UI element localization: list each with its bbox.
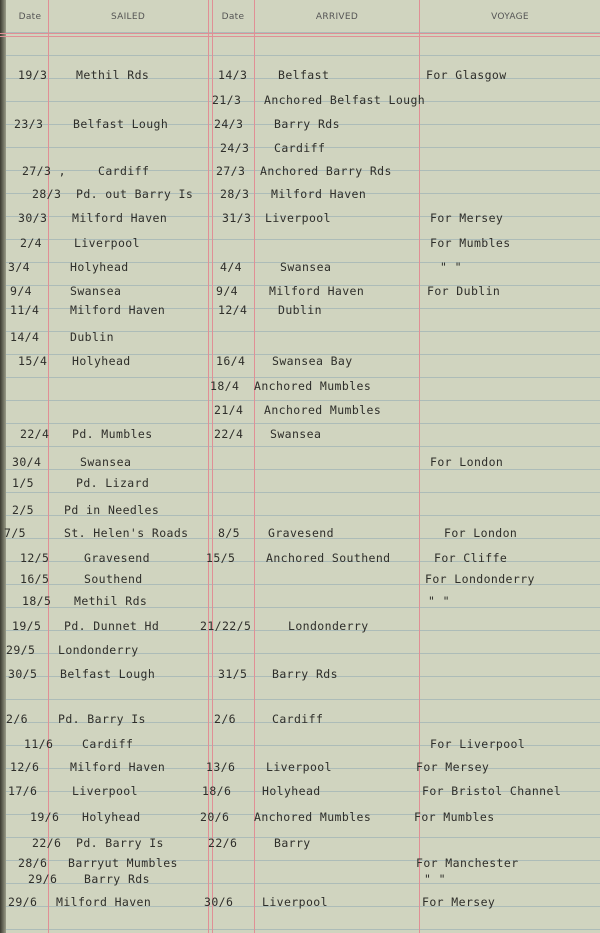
sailed-date: 2/4 [20,236,42,250]
arrived-port: Barry [274,836,311,850]
arrived-date: 2/6 [214,712,236,726]
arrived-date: 22/4 [214,427,244,441]
arrived-port: Milford Haven [269,284,365,298]
sailed-date: 19/3 [18,68,48,82]
header-date-arrived: Date [221,12,245,22]
sailed-port: Liverpool [72,784,138,798]
voyage-destination: " " [428,594,450,608]
arrived-date: 4/4 [220,260,242,274]
arrived-port: Londonderry [288,619,369,633]
sailed-port: Dublin [70,330,114,344]
arrived-port: Anchored Mumbles [264,403,382,417]
header-rule [0,33,600,34]
voyage-destination: " " [424,872,446,886]
sailed-port: Belfast Lough [60,667,156,681]
voyage-destination: For Cliffe [434,551,508,565]
sailed-date: 1/5 [12,476,34,490]
sailed-port: Cardiff [98,164,150,178]
arrived-port: Cardiff [272,712,324,726]
arrived-date: 18/6 [202,784,232,798]
sailed-port: Pd. Mumbles [72,427,153,441]
header-date-sailed: Date [18,12,42,22]
arrived-port: Liverpool [265,211,331,225]
sailed-port: Holyhead [70,260,129,274]
arrived-date: 31/3 [222,211,252,225]
arrived-date: 30/6 [204,895,234,909]
sailed-date: 28/3 [32,187,62,201]
arrived-date: 21/4 [214,403,244,417]
voyage-destination: For Glasgow [426,68,507,82]
voyage-destination: For Mumbles [430,236,511,250]
arrived-port: Anchored Belfast Lough [264,93,426,107]
voyage-destination: For Manchester [416,856,519,870]
sailed-port: Barry Rds [84,872,150,886]
voyage-destination: For Mersey [422,895,496,909]
sailed-port: Gravesend [84,551,150,565]
sailed-date: 30/5 [8,667,38,681]
arrived-port: Swansea [270,427,322,441]
arrived-port: Dublin [278,303,322,317]
sailed-port: Swansea [80,455,132,469]
sailed-date: 29/6 [8,895,38,909]
sailed-port: Southend [84,572,143,586]
arrived-date: 24/3 [220,141,250,155]
voyage-destination: For Mersey [416,760,490,774]
arrived-port: Anchored Southend [266,551,391,565]
voyage-destination: " " [440,260,462,274]
sailed-date: 3/4 [8,260,30,274]
sailed-port: Pd in Needles [64,503,160,517]
header-rule [0,36,600,37]
sailed-port: Barryut Mumbles [68,856,178,870]
header-sailed: SAILED [110,12,146,22]
sailed-port: Pd. Barry Is [76,836,164,850]
arrived-port: Anchored Mumbles [254,379,372,393]
voyage-destination: For Londonderry [425,572,535,586]
voyage-destination: For Liverpool [430,737,526,751]
sailed-port: Holyhead [72,354,131,368]
sailed-date: 28/6 [18,856,48,870]
sailed-date: 2/5 [12,503,34,517]
sailed-date: 19/6 [30,810,60,824]
arrived-port: Gravesend [268,526,334,540]
sailed-port: Pd. out Barry Is [76,187,194,201]
arrived-port: Liverpool [262,895,328,909]
arrived-port: Anchored Barry Rds [260,164,392,178]
sailed-date: 23/3 [14,117,44,131]
sailed-port: Pd. Dunnet Hd [64,619,160,633]
voyage-destination: For Dublin [427,284,501,298]
sailed-port: Londonderry [58,643,139,657]
sailed-port: Swansea [70,284,122,298]
header-arrived: ARRIVED [315,12,359,22]
sailed-port: Milford Haven [70,303,166,317]
arrived-date: 13/6 [206,760,236,774]
arrived-port: Liverpool [266,760,332,774]
sailed-date: 22/6 [32,836,62,850]
arrived-port: Cardiff [274,141,326,155]
arrived-date: 20/6 [200,810,230,824]
arrived-date: 8/5 [218,526,240,540]
sailed-date: 22/4 [20,427,50,441]
arrived-date: 12/4 [218,303,248,317]
sailed-date: 27/3 , [22,164,66,178]
arrived-date: 14/3 [218,68,248,82]
sailed-date: 17/6 [8,784,38,798]
sailed-date: 19/5 [12,619,42,633]
sailed-date: 12/6 [10,760,40,774]
arrived-date: 24/3 [214,117,244,131]
arrived-port: Holyhead [262,784,321,798]
arrived-date: 18/4 [210,379,240,393]
sailed-port: Holyhead [82,810,141,824]
sailed-port: St. Helen's Roads [64,526,189,540]
arrived-port: Milford Haven [271,187,367,201]
sailed-port: Milford Haven [56,895,152,909]
column-rule [254,0,255,933]
arrived-date: 27/3 [216,164,246,178]
sailed-date: 29/6 [28,872,58,886]
arrived-date: 28/3 [220,187,250,201]
sailed-port: Milford Haven [70,760,166,774]
arrived-port: Barry Rds [272,667,338,681]
arrived-port: Barry Rds [274,117,340,131]
sailed-date: 16/5 [20,572,50,586]
sailed-date: 11/4 [10,303,40,317]
sailed-date: 30/3 [18,211,48,225]
arrived-port: Swansea Bay [272,354,353,368]
arrived-date: 15/5 [206,551,236,565]
binding-edge [0,0,6,933]
sailed-date: 12/5 [20,551,50,565]
arrived-date: 21/22/5 [200,619,252,633]
column-rule [48,0,49,933]
column-rule [419,0,420,933]
sailed-date: 30/4 [12,455,42,469]
arrived-date: 21/3 [212,93,242,107]
sailed-port: Pd. Barry Is [58,712,146,726]
sailed-port: Milford Haven [72,211,168,225]
sailed-date: 29/5 [6,643,36,657]
header-voyage: VOYAGE [491,12,529,22]
arrived-date: 16/4 [216,354,246,368]
arrived-port: Swansea [280,260,332,274]
arrived-port: Anchored Mumbles [254,810,372,824]
sailed-date: 2/6 [6,712,28,726]
sailed-port: Pd. Lizard [76,476,150,490]
sailed-port: Methil Rds [76,68,150,82]
sailed-port: Methil Rds [74,594,148,608]
arrived-date: 22/6 [208,836,238,850]
sailed-date: 14/4 [10,330,40,344]
sailed-date: 15/4 [18,354,48,368]
sailed-date: 9/4 [10,284,32,298]
voyage-destination: For Bristol Channel [422,784,562,798]
sailed-date: 7/5 [4,526,26,540]
arrived-date: 31/5 [218,667,248,681]
arrived-port: Belfast [278,68,330,82]
sailed-date: 11/6 [24,737,54,751]
sailed-port: Liverpool [74,236,140,250]
voyage-destination: For London [444,526,518,540]
sailed-port: Belfast Lough [73,117,169,131]
sailed-date: 18/5 [22,594,52,608]
arrived-date: 9/4 [216,284,238,298]
sailed-port: Cardiff [82,737,134,751]
voyage-destination: For Mersey [430,211,504,225]
voyage-destination: For London [430,455,504,469]
voyage-destination: For Mumbles [414,810,495,824]
